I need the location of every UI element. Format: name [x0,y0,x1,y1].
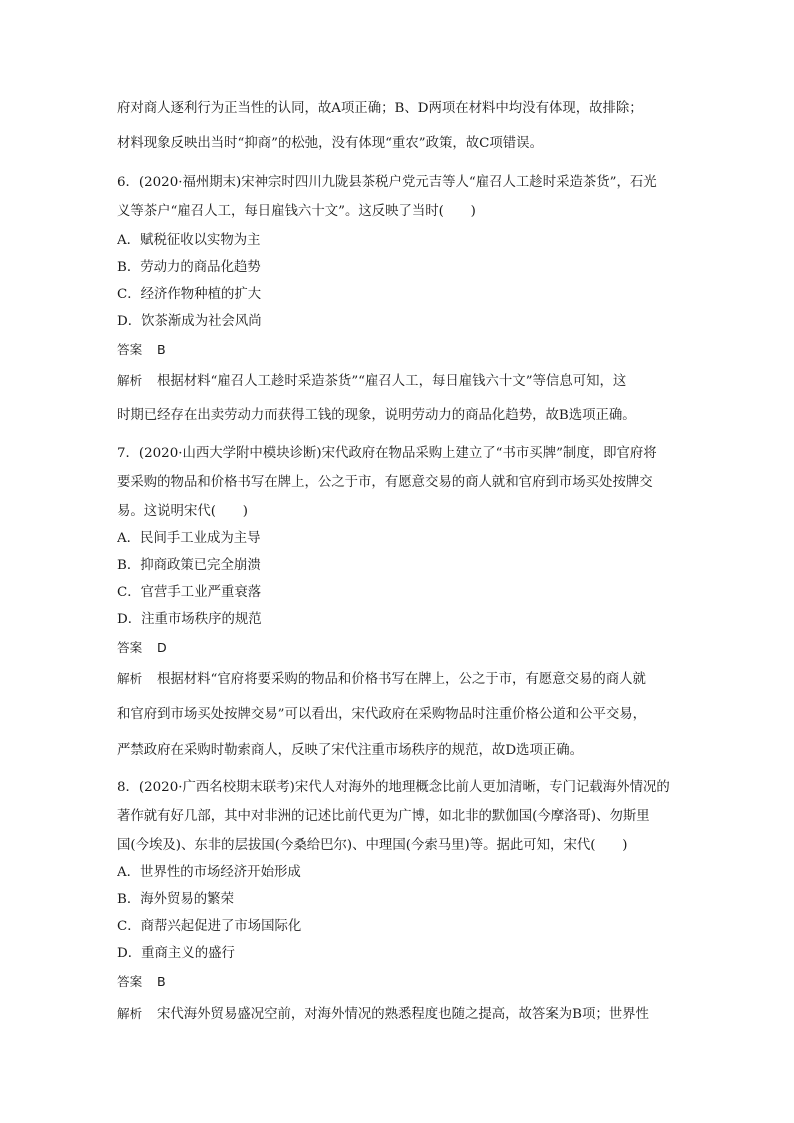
q7-option-d: D．注重市场秩序的规范 [117,612,262,627]
q7-analysis-line-3: 严禁政府在采购时勒索商人，反映了宋代注重市场秩序的规范，故D选项正确。 [117,743,584,758]
answer-label: 答案 [117,342,143,357]
q8-option-b: B．海外贸易的繁荣 [117,892,234,907]
q8-stem-line-3: 国(今埃及)、东非的层拔国(今桑给巴尔)、中理国(今索马里)等。据此可知，宋代( ) [117,838,628,853]
q7-option-b: B．抑商政策已完全崩溃 [117,558,261,573]
prev-explanation-line-2: 材料现象反映出当时“抑商”的松弛，没有体现“重农”政策，故C项错误。 [117,136,543,151]
q8-analysis-line-1 [117,1004,682,1025]
q7-stem-line-3: 易。这说明宋代( ) [117,504,248,519]
q6-analysis-line-2: 时期已经存在出卖劳动力而获得工钱的现象，说明劳动力的商品化趋势，故B选项正确。 [117,408,636,423]
q6-answer [117,340,682,361]
q6-option-c: C．经济作物种植的扩大 [117,287,262,302]
q7-option-c: C．官营手工业严重衰落 [117,585,262,600]
answer-label: 答案 [117,640,143,655]
q7-answer [117,638,682,659]
q7-analysis-line-2: 和官府到市场买处按牌交易”可以看出，宋代政府在采购物品时注重价格公道和公平交易， [117,707,647,722]
answer-value: D [157,640,167,655]
q8-option-c: C．商帮兴起促进了市场国际化 [117,919,302,934]
q8-stem-line-2: 著作就有好几部，其中对非洲的记述比前代更为广博，如北非的默伽国(今摩洛哥)、勿斯里 [117,809,650,824]
q7-analysis-text-1: 根据材料“官府将要采购的物品和价格书写在牌上，公之于市，有愿意交易的商人就 [157,672,646,687]
q6-option-d: D．饮茶渐成为社会风尚 [117,314,262,329]
analysis-label: 解析 [117,671,143,686]
prev-explanation-line-1: 府对商人逐利行为正当性的认同，故A项正确；B、D两项在材料中均没有体现，故排除； [117,101,643,116]
q7-option-a: A．民间手工业成为主导 [117,531,261,546]
q6-analysis-text-1: 根据材料“雇召人工趁时采造茶货”“雇召人工，每日雇钱六十文”等信息可知，这 [157,374,627,389]
analysis-label: 解析 [117,373,143,388]
q8-stem-line-1: 8．(2020·广西名校期末联考)宋代人对海外的地理概念比前人更加清晰，专门记载海外情况的 [117,780,670,795]
answer-value: B [157,342,166,357]
q8-option-a: A．世界性的市场经济开始形成 [117,865,301,880]
q6-option-a: A．赋税征收以实物为主 [117,233,261,248]
q7-analysis-line-1 [117,669,682,690]
q7-stem-line-1: 7．(2020·山西大学附中模块诊断)宋代政府在物品采购上建立了“书市买牌”制度，即官府将 [117,446,657,461]
q6-analysis-line-1 [117,371,682,392]
q7-stem-line-2: 要采购的物品和价格书写在牌上，公之于市，有愿意交易的商人就和官府到市场买处按牌交 [117,475,653,490]
answer-label: 答案 [117,974,143,989]
answer-value: B [157,974,166,989]
q6-stem-line-2: 义等茶户“雇召人工，每日雇钱六十文”。这反映了当时( ) [117,204,476,219]
q6-stem-line-1: 6．(2020·福州期末)宋神宗时四川九陇县茶税户党元吉等人“雇召人工趁时采造茶货”，石光 [117,175,657,190]
analysis-label: 解析 [117,1006,143,1021]
q8-option-d: D．重商主义的盛行 [117,946,235,961]
q6-option-b: B．劳动力的商品化趋势 [117,260,261,275]
q8-analysis-text-1: 宋代海外贸易盛况空前，对海外情况的熟悉程度也随之提高，故答案为B项；世界性 [157,1007,649,1022]
q8-answer [117,972,682,993]
